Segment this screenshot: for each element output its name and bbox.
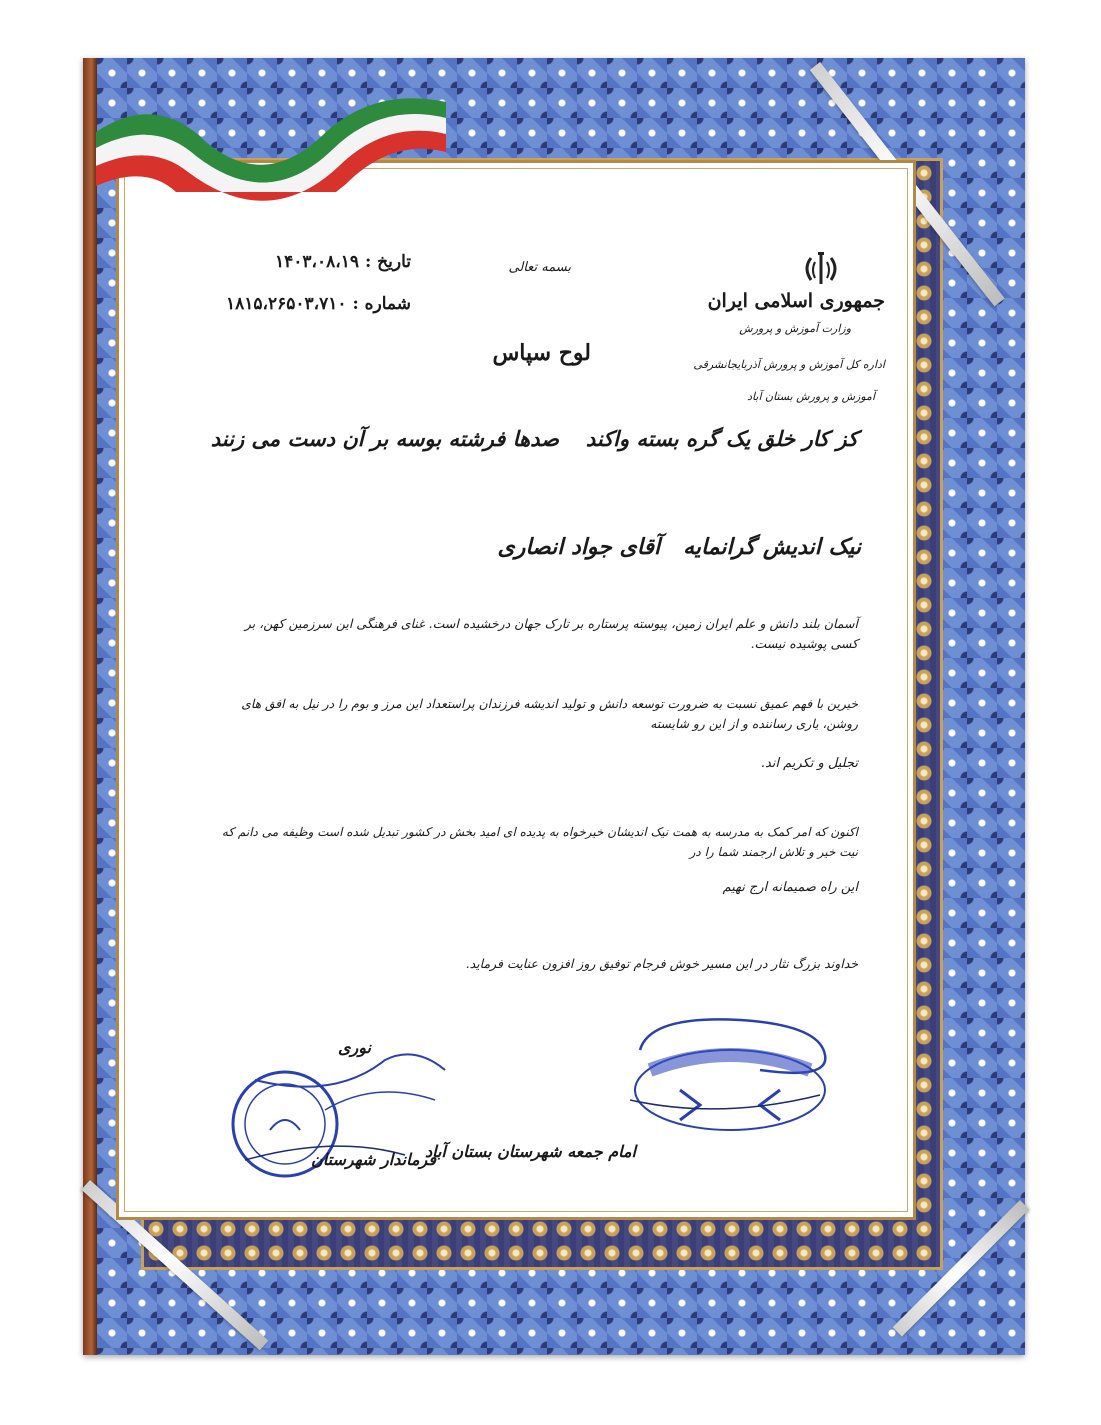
- wooden-edge: [83, 58, 97, 1355]
- friday-imam-stamp: [620, 1010, 850, 1150]
- left-signer-name: نوری: [338, 1038, 371, 1057]
- org-title: جمهوری اسلامی ایران: [707, 290, 885, 312]
- province-office-line: اداره کل آموزش و پرورش آذربایجانشرقی: [693, 358, 885, 371]
- left-signer-title: فرماندار شهرستان: [311, 1150, 436, 1169]
- paragraph-2: خیرین با فهم عمیق نسبت به ضرورت توسعه دانش و تولید اندیشه فرزندان پراستعداد این مرز و بوم را در نیل به افق های روشن، یاری رساننده و از این رو شایسته: [241, 697, 858, 731]
- paragraph-3-end: این راه صمیمانه ارج نهیم: [722, 880, 858, 895]
- paragraph-2-end: تجلیل و تکریم اند.: [760, 756, 858, 771]
- county-office-line: آموزش و پرورش بستان آباد: [747, 390, 875, 403]
- iran-emblem-icon: [797, 250, 845, 288]
- recipient-name: نیک اندیش گرانمایه آقای جواد انصاری: [497, 534, 861, 560]
- right-signer-title: امام جمعه شهرستان بستان آباد: [424, 1142, 636, 1161]
- basmala: بسمه تعالی: [508, 260, 571, 275]
- number-value: ۱۸۱۵،۲۶۵۰۳،۷۱۰: [225, 294, 347, 314]
- number-label: شماره :: [352, 294, 411, 314]
- closing-prayer: خداوند بزرگ نثار در این مسیر خوش فرجام توفیق روز افزون عنایت فرماید.: [465, 956, 858, 971]
- date-value: ۱۴۰۳،۰۸،۱۹: [275, 252, 360, 272]
- paragraph-3: اکنون که امر کمک به مدرسه به همت نیک اندیشان خیرخواه به پدیده ای امید بخش در کشور تبدیل شده است وظیفه می دانم که نیت خیر و تلاش ارجمند شما را در: [221, 825, 858, 859]
- ministry-line: وزارت آموزش و پرورش: [739, 322, 851, 335]
- date-row: [275, 252, 411, 272]
- paragraph-1: آسمان بلند دانش و علم ایران زمین، پیوسته پرستاره بر تارک جهان درخشیده است. غنای فرهنگی این سرزمین کهن، بر کسی پوشیده نیست.: [244, 616, 858, 651]
- poem-line-2: کز کار خلق یک گره بسته واکند: [585, 426, 858, 451]
- iran-flag-ribbon: [96, 72, 446, 192]
- date-label: تاریخ :: [364, 252, 411, 272]
- poem-line-1: صدها فرشته بوسه بر آن دست می زنند: [210, 426, 559, 451]
- certificate-title: لوح سپاس: [492, 340, 591, 366]
- number-row: [226, 294, 411, 314]
